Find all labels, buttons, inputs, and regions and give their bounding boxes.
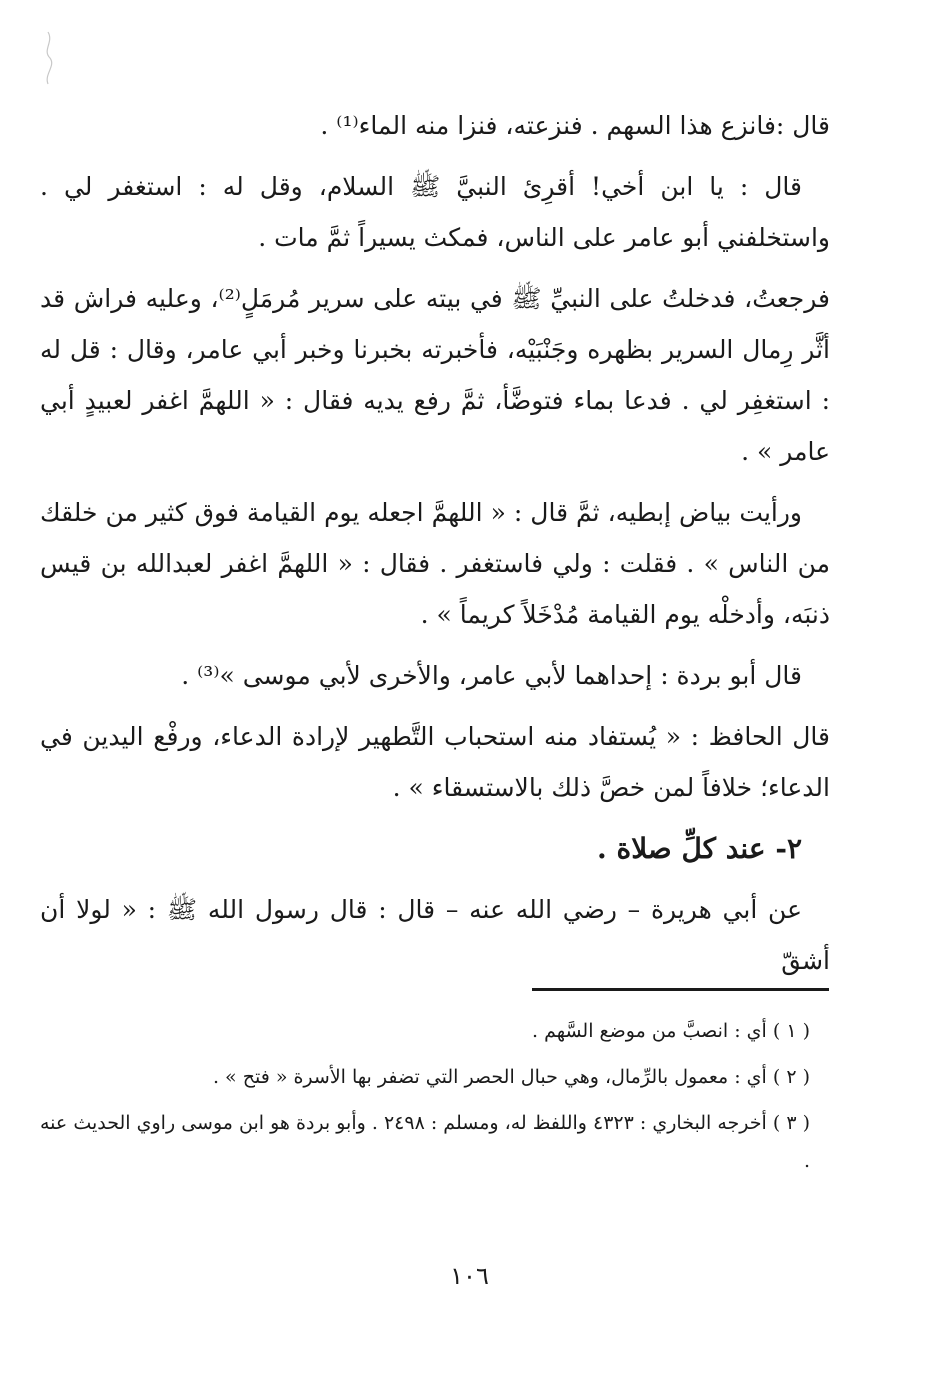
- paragraph-5: قال أبو بردة : إحداهما لأبي عامر، والأخرى لأبي موسى »⁽³⁾ .: [181, 661, 802, 690]
- main-text: [40, 100, 830, 996]
- section-heading: ٢- عند كلِّ صلاة .: [597, 832, 802, 865]
- footnote-1: ( ١ ) أي : انصبَّ من موضع السَّهم .: [532, 1020, 810, 1042]
- paragraph-3: فرجعتُ، فدخلتُ على النبيِّ ﷺ في بيته على سرير مُرمَلٍ⁽²⁾، وعليه فراش قد أثَّر رِمال السرير بظهره وجَنْبَيْه، فأخبرته بخبرنا وخبر أبي عامر، وقال : قل له : استغفِر لي . فدعا بماء فتوضَّأ، ثمَّ رفع يديه فقال : « اللهمَّ اغفر لعبيدٍ أبي عامر » .: [40, 284, 830, 466]
- footnote-2: ( ٢ ) أي : معمول بالرِّمال، وهي حبال الحصر التي تضفر بها الأسرة « فتح » .: [212, 1066, 810, 1088]
- paragraph-2: قال : يا ابن أخي! أقرِئ النبيَّ ﷺ السلام، وقل له : استغفر لي . واستخلفني أبو عامر على الناس، فمكث يسيراً ثمَّ مات .: [40, 172, 830, 252]
- page-number: ١٠٦: [450, 1262, 489, 1290]
- paragraph-6: قال الحافظ : « يُستفاد منه استحباب التَّطهير لإرادة الدعاء، ورفْع اليدين في الدعاء؛ خلافاً لمن خصَّ ذلك بالاستسقاء » .: [40, 722, 830, 802]
- footnote-divider: [532, 988, 829, 991]
- paragraph-1: قال :فانزع هذا السهم . فنزعته، فنزا منه الماء⁽¹⁾ .: [320, 111, 830, 140]
- footnote-3: ( ٣ ) أخرجه البخاري : ٤٣٢٣ واللفظ له، ومسلم : ٢٤٩٨ . وأبو بردة هو ابن موسى راوي الحديث عنه .: [40, 1112, 811, 1172]
- paragraph-7: عن أبي هريرة – رضي الله عنه – قال : قال رسول الله ﷺ : « لولا أن أشقّ: [40, 895, 830, 975]
- scan-corner-mark: [18, 28, 58, 88]
- footnotes: [40, 1012, 830, 1188]
- paragraph-4: ورأيت بياض إبطيه، ثمَّ قال : « اللهمَّ اجعله يوم القيامة فوق كثير من خلقك من الناس » . فقلت : ولي فاستغفر . فقال : « اللهمَّ اغفر لعبدالله بن قيس ذنبَه، وأدخلْه يوم القيامة مُدْخَلاً كريماً » .: [40, 498, 830, 629]
